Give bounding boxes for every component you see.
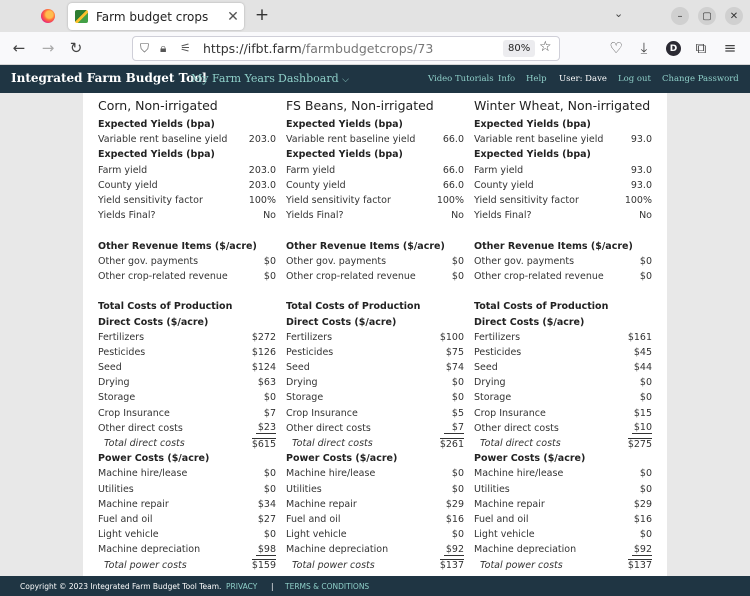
row-label: Power Costs ($/acre)	[474, 453, 586, 465]
row-label: Yield sensitivity factor	[286, 195, 391, 207]
row-value: $0	[451, 468, 464, 480]
spacer	[286, 284, 464, 299]
spacer	[286, 223, 464, 238]
browser-tab-bar	[0, 0, 750, 32]
forward-icon[interactable]: →	[41, 39, 55, 57]
shield-icon[interactable]: ⛉	[140, 41, 150, 55]
budget-row	[98, 208, 276, 223]
budget-row	[286, 360, 464, 375]
row-label: Machine repair	[98, 498, 169, 510]
budget-row	[474, 406, 652, 421]
budget-row	[474, 163, 652, 178]
row-value: $7	[444, 422, 464, 434]
page-footer	[0, 576, 750, 596]
row-label: Machine depreciation	[98, 544, 201, 556]
row-label: Total direct costs	[104, 438, 185, 450]
row-label: Total power costs	[104, 559, 187, 571]
row-label: Machine hire/lease	[474, 468, 564, 480]
row-label: Fertilizers	[474, 331, 521, 343]
row-value: $16	[445, 513, 464, 525]
row-label: Storage	[474, 392, 512, 404]
section-header	[474, 147, 652, 162]
row-value: 66.0	[442, 134, 464, 146]
row-label: Farm yield	[98, 164, 148, 176]
minimize-icon[interactable]: –	[671, 7, 689, 25]
budget-row	[474, 208, 652, 223]
row-label: Pesticides	[474, 346, 522, 358]
budget-row	[286, 330, 464, 345]
row-value: $0	[263, 392, 276, 404]
budget-row	[98, 421, 276, 436]
farm-favicon-icon	[75, 10, 88, 23]
budget-row	[286, 375, 464, 390]
crop-budget-content	[83, 93, 667, 576]
budget-row	[98, 254, 276, 269]
row-label: Machine depreciation	[474, 544, 577, 556]
row-label: Machine hire/lease	[98, 468, 188, 480]
row-value: $0	[451, 529, 464, 541]
nav-change-password[interactable]: Change Password	[662, 74, 739, 84]
row-value: 100%	[436, 195, 464, 207]
section-header	[286, 239, 464, 254]
row-value: $0	[451, 377, 464, 389]
row-label: Drying	[98, 377, 130, 389]
row-label: Fuel and oil	[474, 513, 529, 525]
row-label: Yield sensitivity factor	[474, 195, 579, 207]
row-label: Expected Yields (bpa)	[286, 149, 403, 161]
budget-row	[98, 482, 276, 497]
row-value: 203.0	[248, 164, 276, 176]
row-value: $159	[251, 560, 276, 572]
section-header	[286, 299, 464, 314]
row-label: Expected Yields (bpa)	[98, 119, 215, 131]
footer-separator: |	[271, 582, 274, 591]
row-label: Direct Costs ($/acre)	[286, 316, 397, 328]
budget-row	[98, 497, 276, 512]
row-label: Machine repair	[286, 498, 357, 510]
row-label: Light vehicle	[474, 529, 535, 541]
row-label: Expected Yields (bpa)	[98, 149, 215, 161]
nav-help[interactable]: Help	[526, 74, 547, 84]
row-label: Crop Insurance	[474, 407, 546, 419]
budget-row	[286, 527, 464, 542]
budget-row	[98, 193, 276, 208]
budget-row	[286, 512, 464, 527]
section-header	[286, 147, 464, 162]
spacer	[98, 223, 276, 238]
row-label: Pesticides	[98, 346, 146, 358]
row-value: 100%	[248, 195, 276, 207]
row-value: $0	[639, 377, 652, 389]
row-label: Yields Final?	[474, 210, 532, 222]
total-row	[474, 557, 652, 572]
row-label: Total Costs of Production	[474, 301, 609, 313]
terms-link[interactable]: TERMS & CONDITIONS	[285, 582, 370, 591]
row-value: $16	[633, 513, 652, 525]
row-value: $5	[451, 407, 464, 419]
row-label: Power Costs ($/acre)	[98, 453, 210, 465]
downloads-icon[interactable]: ⤓	[640, 39, 648, 57]
row-label: Machine repair	[474, 498, 545, 510]
budget-row	[286, 193, 464, 208]
bookmark-star-icon[interactable]: ☆	[539, 39, 552, 55]
row-label: Direct Costs ($/acre)	[474, 316, 585, 328]
section-header	[98, 451, 276, 466]
row-value: $161	[627, 331, 652, 343]
row-label: Crop Insurance	[286, 407, 358, 419]
row-label: County yield	[286, 179, 346, 191]
nav-info[interactable]: Info	[498, 74, 516, 84]
row-value: No	[451, 210, 464, 222]
row-value: 93.0	[630, 179, 652, 191]
row-value: $0	[639, 483, 652, 495]
budget-row	[474, 390, 652, 405]
row-label: Utilities	[286, 483, 322, 495]
row-label: Seed	[286, 362, 310, 374]
tab-title: Farm budget crops	[96, 9, 209, 24]
budget-row	[286, 421, 464, 436]
row-label: Expected Yields (bpa)	[474, 149, 591, 161]
url-text[interactable]	[203, 41, 433, 56]
section-header	[98, 147, 276, 162]
new-tab-icon[interactable]: +	[254, 5, 270, 25]
row-value: $0	[263, 468, 276, 480]
budget-row	[286, 345, 464, 360]
budget-row	[286, 254, 464, 269]
row-value: $27	[257, 513, 276, 525]
section-header	[474, 117, 652, 132]
row-value: 203.0	[248, 134, 276, 146]
close-window-icon[interactable]: ✕	[725, 7, 743, 25]
row-label: Seed	[474, 362, 498, 374]
crop-column	[98, 98, 276, 573]
budget-row	[98, 390, 276, 405]
active-tab[interactable]	[68, 3, 244, 30]
row-value: 100%	[624, 195, 652, 207]
zoom-indicator[interactable]: 80%	[503, 40, 535, 57]
row-label: Utilities	[474, 483, 510, 495]
total-row	[286, 436, 464, 451]
budget-row	[286, 406, 464, 421]
budget-row	[474, 542, 652, 557]
section-header	[98, 299, 276, 314]
budget-row	[474, 178, 652, 193]
row-label: Total Costs of Production	[98, 301, 233, 313]
row-label: Other direct costs	[474, 422, 559, 434]
section-header	[98, 239, 276, 254]
row-label: Yield sensitivity factor	[98, 195, 203, 207]
budget-row	[286, 132, 464, 147]
budget-row	[98, 375, 276, 390]
address-bar[interactable]	[132, 36, 560, 61]
reload-icon[interactable]: ↻	[69, 39, 83, 57]
lock-icon[interactable]: 🔒︎	[160, 41, 167, 55]
row-label: Expected Yields (bpa)	[474, 119, 591, 131]
budget-row	[474, 421, 652, 436]
row-label: Other gov. payments	[474, 255, 575, 267]
row-value: $0	[451, 483, 464, 495]
row-label: Fuel and oil	[286, 513, 341, 525]
row-value: $92	[633, 543, 652, 555]
budget-row	[474, 345, 652, 360]
budget-row	[286, 497, 464, 512]
row-label: Light vehicle	[286, 529, 347, 541]
nav-my-farm-years[interactable]: My Farm Years	[191, 72, 275, 85]
row-label: Power Costs ($/acre)	[286, 453, 398, 465]
budget-row	[98, 345, 276, 360]
row-label: Other crop-related revenue	[474, 270, 604, 282]
budget-row	[98, 360, 276, 375]
section-header	[286, 314, 464, 329]
row-value: $0	[451, 392, 464, 404]
row-label: Crop Insurance	[98, 407, 170, 419]
budget-row	[474, 254, 652, 269]
budget-row	[474, 497, 652, 512]
row-label: Other direct costs	[286, 422, 371, 434]
row-label: Other Revenue Items ($/acre)	[286, 240, 445, 252]
nav-log-out[interactable]: Log out	[618, 74, 651, 84]
app-header	[0, 65, 750, 93]
budget-row	[98, 132, 276, 147]
budget-row	[286, 163, 464, 178]
row-value: $126	[251, 346, 276, 358]
row-value: $34	[257, 498, 276, 510]
row-label: Total direct costs	[480, 438, 561, 450]
chevron-down-icon: ⌵	[342, 75, 349, 85]
privacy-link[interactable]: PRIVACY	[226, 582, 258, 591]
row-value: $124	[251, 362, 276, 374]
row-value: $0	[639, 255, 652, 267]
section-header	[98, 117, 276, 132]
row-value: No	[263, 210, 276, 222]
browser-nav-bar	[0, 32, 750, 65]
budget-row	[98, 330, 276, 345]
row-value: $261	[439, 438, 464, 450]
budget-row	[474, 193, 652, 208]
section-header	[474, 451, 652, 466]
nav-dashboard[interactable]	[278, 72, 349, 85]
crop-title: Winter Wheat, Non-irrigated	[474, 98, 651, 113]
row-label: Storage	[286, 392, 324, 404]
row-value: $0	[263, 483, 276, 495]
spacer	[98, 284, 276, 299]
budget-row	[98, 406, 276, 421]
copyright: Copyright © 2023 Integrated Farm Budget Tool Team.	[20, 582, 222, 591]
row-label: Drying	[286, 377, 318, 389]
budget-row	[474, 482, 652, 497]
app-brand[interactable]: Integrated Farm Budget Tool	[11, 71, 207, 85]
row-value: $23	[257, 422, 276, 434]
row-label: Seed	[98, 362, 122, 374]
extensions-icon[interactable]: ⧉	[695, 39, 707, 57]
section-header	[286, 117, 464, 132]
row-label: Storage	[98, 392, 136, 404]
section-header	[474, 239, 652, 254]
url-path: /farmbudgetcrops/73	[301, 41, 434, 56]
budget-row	[98, 163, 276, 178]
row-value: $0	[639, 468, 652, 480]
close-tab-icon[interactable]: ✕	[227, 8, 239, 25]
row-label: Total power costs	[480, 559, 563, 571]
row-value: $0	[263, 529, 276, 541]
row-value: $92	[445, 543, 464, 555]
spacer	[474, 223, 652, 238]
row-label: Pesticides	[286, 346, 334, 358]
row-label: Machine hire/lease	[286, 468, 376, 480]
budget-row	[474, 360, 652, 375]
budget-row	[474, 466, 652, 481]
row-label: Farm yield	[474, 164, 524, 176]
crop-column	[286, 98, 464, 573]
menu-icon[interactable]: ≡	[723, 39, 737, 57]
profile-avatar[interactable]: D	[666, 41, 681, 56]
row-label: Total direct costs	[292, 438, 373, 450]
total-row	[474, 436, 652, 451]
nav-dashboard-label: Dashboard	[278, 72, 339, 85]
budget-row	[286, 542, 464, 557]
row-label: Light vehicle	[98, 529, 159, 541]
row-value: $0	[263, 255, 276, 267]
row-value: $0	[639, 529, 652, 541]
row-label: Machine depreciation	[286, 544, 389, 556]
crop-title: FS Beans, Non-irrigated	[286, 98, 434, 113]
row-label: Fuel and oil	[98, 513, 153, 525]
budget-row	[474, 375, 652, 390]
row-value: $7	[263, 407, 276, 419]
section-header	[474, 314, 652, 329]
row-label: Other gov. payments	[98, 255, 199, 267]
row-label: Fertilizers	[286, 331, 333, 343]
row-value: $100	[439, 331, 464, 343]
current-user: User: Dave	[559, 74, 607, 84]
row-label: Yields Final?	[98, 210, 156, 222]
budget-row	[286, 482, 464, 497]
row-value: $29	[633, 498, 652, 510]
row-label: Variable rent baseline yield	[286, 134, 416, 146]
row-value: $74	[445, 362, 464, 374]
row-label: Yields Final?	[286, 210, 344, 222]
section-header	[474, 299, 652, 314]
row-value: 93.0	[630, 134, 652, 146]
row-label: County yield	[98, 179, 158, 191]
budget-row	[474, 269, 652, 284]
row-value: 66.0	[442, 164, 464, 176]
total-row	[286, 557, 464, 572]
row-value: $0	[639, 392, 652, 404]
row-value: $615	[251, 438, 276, 450]
row-value: $275	[627, 438, 652, 450]
row-value: $29	[445, 498, 464, 510]
row-value: $63	[257, 377, 276, 389]
firefox-tab[interactable]	[36, 5, 60, 27]
row-value: 203.0	[248, 179, 276, 191]
row-value: $10	[633, 422, 652, 434]
row-label: Total Costs of Production	[286, 301, 421, 313]
maximize-icon[interactable]: ▢	[698, 7, 716, 25]
row-label: Total power costs	[292, 559, 375, 571]
budget-row	[474, 527, 652, 542]
budget-row	[286, 269, 464, 284]
back-icon[interactable]: ←	[12, 39, 26, 57]
row-value: $0	[639, 270, 652, 282]
pocket-icon[interactable]: ♡	[609, 39, 623, 57]
budget-row	[98, 542, 276, 557]
budget-row	[286, 208, 464, 223]
section-header	[286, 451, 464, 466]
budget-row	[474, 512, 652, 527]
row-value: 66.0	[442, 179, 464, 191]
row-label: County yield	[474, 179, 534, 191]
row-label: Direct Costs ($/acre)	[98, 316, 209, 328]
row-label: Fertilizers	[98, 331, 145, 343]
row-value: $137	[439, 560, 464, 572]
row-value: $15	[633, 407, 652, 419]
row-label: Other gov. payments	[286, 255, 387, 267]
row-label: Other Revenue Items ($/acre)	[474, 240, 633, 252]
row-label: Farm yield	[286, 164, 336, 176]
total-row	[98, 436, 276, 451]
row-label: Variable rent baseline yield	[474, 134, 604, 146]
budget-row	[98, 178, 276, 193]
permissions-icon[interactable]: ⚟	[180, 41, 191, 55]
budget-row	[98, 512, 276, 527]
row-value: $44	[633, 362, 652, 374]
budget-row	[98, 269, 276, 284]
row-value: $272	[251, 331, 276, 343]
row-value: $0	[451, 255, 464, 267]
row-value: $137	[627, 560, 652, 572]
list-tabs-chevron-icon[interactable]: ⌄	[614, 7, 624, 20]
row-value: $45	[633, 346, 652, 358]
budget-row	[286, 466, 464, 481]
budget-row	[286, 390, 464, 405]
budget-row	[98, 466, 276, 481]
nav-video-tutorials[interactable]: Video Tutorials	[428, 74, 494, 84]
row-label: Variable rent baseline yield	[98, 134, 228, 146]
row-label: Other crop-related revenue	[286, 270, 416, 282]
row-value: No	[639, 210, 652, 222]
budget-row	[98, 527, 276, 542]
row-value: $0	[263, 270, 276, 282]
spacer	[474, 284, 652, 299]
budget-row	[474, 132, 652, 147]
row-label: Other crop-related revenue	[98, 270, 228, 282]
crop-column	[474, 98, 652, 573]
row-label: Other Revenue Items ($/acre)	[98, 240, 257, 252]
row-label: Other direct costs	[98, 422, 183, 434]
row-label: Expected Yields (bpa)	[286, 119, 403, 131]
total-row	[98, 557, 276, 572]
url-host: https://ifbt.farm	[203, 41, 302, 56]
firefox-icon	[41, 9, 55, 23]
row-label: Drying	[474, 377, 506, 389]
row-value: $0	[451, 270, 464, 282]
crop-title: Corn, Non-irrigated	[98, 98, 218, 113]
row-label: Utilities	[98, 483, 134, 495]
row-value: $98	[257, 543, 276, 555]
section-header	[98, 314, 276, 329]
row-value: 93.0	[630, 164, 652, 176]
budget-row	[286, 178, 464, 193]
row-value: $75	[445, 346, 464, 358]
budget-row	[474, 330, 652, 345]
